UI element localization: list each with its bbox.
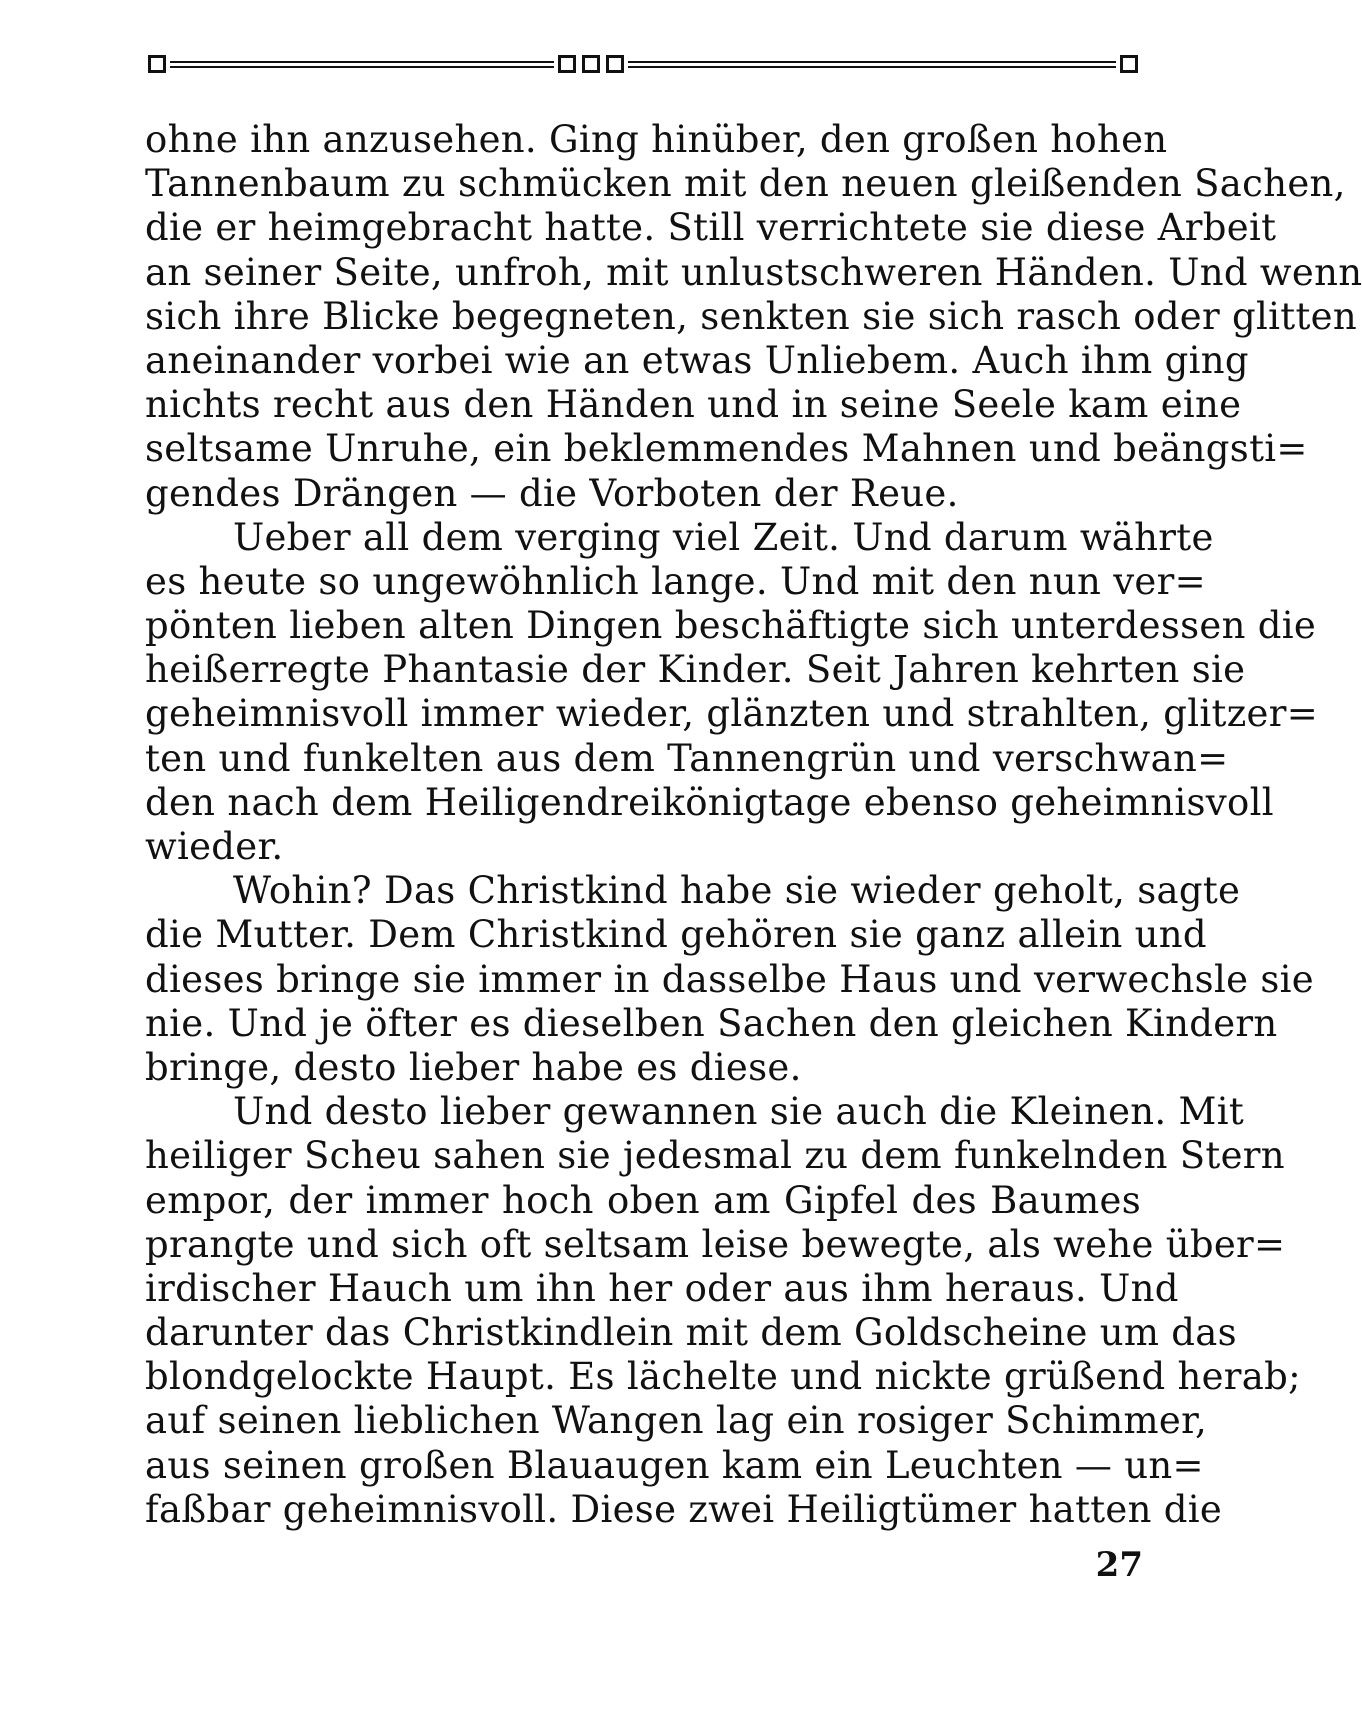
text-line: die er heimgebracht hatte. Still verrichtete sie diese Arbeit: [145, 206, 1277, 250]
ornament-square-center-3: [606, 55, 624, 73]
text-line: wieder.: [145, 825, 284, 868]
body-text: [145, 118, 1362, 1532]
ornament-rule-left: [170, 61, 554, 68]
ornament-square-left: [148, 55, 166, 73]
text-line: Wohin? Das Christkind habe sie wieder geholt, sagte: [233, 869, 1241, 913]
ornament-square-center-2: [582, 55, 600, 73]
text-line: die Mutter. Dem Christkind gehören sie ganz allein und: [145, 913, 1207, 957]
text-line: sich ihre Blicke begegneten, senkten sie sich rasch oder glitten: [145, 294, 1357, 338]
text-line: es heute so ungewöhnlich lange. Und mit den nun ver=: [145, 559, 1206, 603]
text-line: nie. Und je öfter es dieselben Sachen den gleichen Kindern: [145, 1001, 1278, 1045]
text-line: geheimnisvoll immer wieder, glänzten und strahlten, glitzer=: [145, 692, 1319, 736]
text-line: ohne ihn anzusehen. Ging hinüber, den großen hohen: [145, 118, 1168, 161]
text-line: irdischer Hauch um ihn her oder aus ihm heraus. Und: [145, 1266, 1179, 1310]
text-line: an seiner Seite, unfroh, mit unlustschweren Händen. Und wenn: [145, 250, 1362, 294]
header-ornament: [148, 50, 1140, 80]
text-line: aus seinen großen Blauaugen kam ein Leuchten — un=: [145, 1443, 1204, 1487]
ornament-square-center-1: [558, 55, 576, 73]
text-line: prangte und sich oft seltsam leise bewegte, als wehe über=: [145, 1222, 1286, 1266]
text-line: Tannenbaum zu schmücken mit den neuen gleißenden Sachen,: [145, 162, 1346, 206]
ornament-rule-right: [628, 61, 1116, 68]
text-line: empor, der immer hoch oben am Gipfel des Baumes: [145, 1178, 1141, 1222]
text-line: ten und funkelten aus dem Tannengrün und verschwan=: [145, 736, 1229, 780]
text-line: heiliger Scheu sahen sie jedesmal zu dem funkelnden Stern: [145, 1134, 1285, 1178]
text-line: auf seinen lieblichen Wangen lag ein rosiger Schimmer,: [145, 1399, 1208, 1443]
text-line: gendes Drängen — die Vorboten der Reue.: [145, 471, 959, 515]
text-line: Und desto lieber gewannen sie auch die Kleinen. Mit: [233, 1090, 1245, 1134]
page-number: 27: [1095, 1545, 1143, 1585]
text-line: darunter das Christkindlein mit dem Goldscheine um das: [145, 1311, 1237, 1355]
text-line: bringe, desto lieber habe es diese.: [145, 1045, 802, 1089]
text-line: aneinander vorbei wie an etwas Unliebem. Auch ihm ging: [145, 338, 1249, 382]
text-line: nichts recht aus den Händen und in seine Seele kam eine: [145, 383, 1242, 427]
text-line: Ueber all dem verging viel Zeit. Und darum währte: [233, 515, 1214, 559]
text-line: faßbar geheimnisvoll. Diese zwei Heiligtümer hatten die: [145, 1487, 1223, 1531]
ornament-square-right: [1120, 55, 1138, 73]
text-line: pönten lieben alten Dingen beschäftigte sich unterdessen die: [145, 604, 1317, 648]
text-line: blondgelockte Haupt. Es lächelte und nickte grüßend herab;: [145, 1355, 1301, 1399]
text-line: seltsame Unruhe, ein beklemmendes Mahnen und beängsti=: [145, 427, 1308, 471]
text-line: dieses bringe sie immer in dasselbe Haus und verwechsle sie: [145, 957, 1314, 1001]
text-line: heißerregte Phantasie der Kinder. Seit Jahren kehrten sie: [145, 648, 1246, 692]
text-line: den nach dem Heiligendreikönigtage ebenso geheimnisvoll: [145, 780, 1274, 824]
